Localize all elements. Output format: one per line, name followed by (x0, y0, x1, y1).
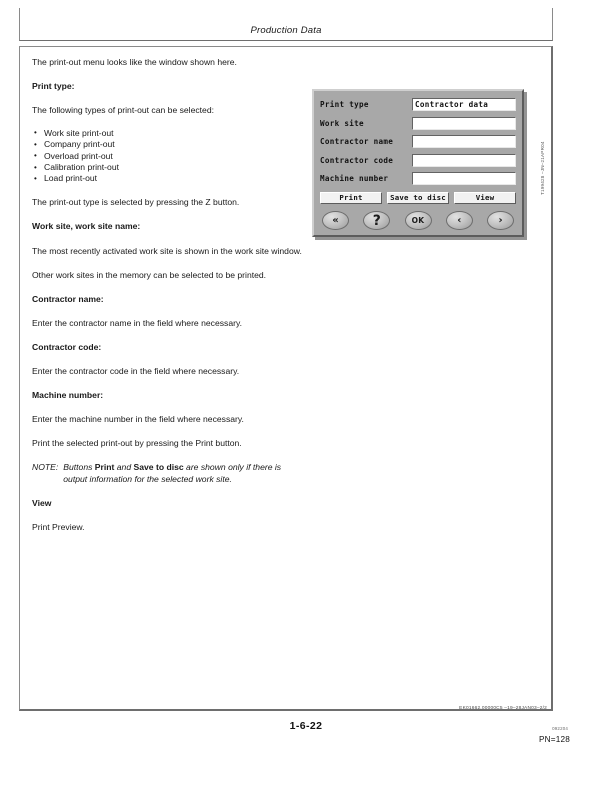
list-item: • Work site print-out (32, 128, 304, 139)
machine-number-paragraph: Enter the machine number in the field where necessary. (32, 414, 244, 425)
page-header (19, 8, 553, 41)
print-out-menu-illustration (312, 89, 545, 237)
dialog-navigation-row (320, 209, 516, 230)
note-text-before: Buttons (63, 462, 95, 473)
note-text-middle: and (114, 462, 134, 473)
chevron-right-icon[interactable]: › (487, 211, 514, 230)
field-value-print-type[interactable]: Contractor data (412, 98, 516, 111)
print-out-dialog (312, 89, 524, 237)
work-site-paragraph-1: The most recently activated work site is shown in the work site window. (32, 245, 302, 256)
field-label-work-site: Work site (320, 118, 364, 128)
document-identifier: EK01662,00000C5 –19–28JAN03–2/2 (459, 706, 547, 711)
contractor-name-heading: Contractor name: (32, 293, 104, 304)
list-item: • Company print-out (32, 139, 304, 150)
pn-label: PN=128 (538, 735, 570, 744)
body-text-column (32, 57, 304, 546)
print-type-heading: Print type: (32, 81, 75, 92)
field-label-contractor-name: Contractor name (320, 137, 394, 146)
list-item: • Calibration print-out (32, 162, 304, 173)
print-button[interactable]: Print (320, 192, 382, 205)
field-value-machine-number[interactable] (412, 172, 516, 185)
view-paragraph: Print Preview. (32, 522, 85, 533)
field-value-contractor-code[interactable] (412, 154, 516, 167)
intro-paragraph: The print-out menu looks like the window shown here. (32, 57, 237, 67)
ok-button[interactable]: OK (405, 211, 432, 230)
field-value-work-site[interactable] (412, 117, 516, 130)
illustration-reference-id: T199428 –JN–21APR04 (540, 141, 545, 195)
view-button[interactable]: View (454, 192, 516, 205)
field-label-print-type: Print type (320, 100, 369, 109)
list-item: • Load print-out (32, 173, 304, 184)
list-item: • Overload print-out (32, 151, 304, 162)
note-bold-print: Print (94, 462, 115, 473)
revision-code: 092204 (552, 726, 568, 731)
double-chevron-left-icon[interactable]: « (322, 211, 349, 230)
page-header-title: Production Data (250, 25, 322, 36)
print-type-option-list (32, 128, 304, 185)
work-site-heading: Work site, work site name: (32, 221, 141, 232)
save-to-disc-button[interactable]: Save to disc (387, 192, 449, 205)
contractor-code-paragraph: Enter the contractor code in the field where necessary. (32, 365, 240, 376)
note-text (63, 462, 304, 485)
machine-number-heading: Machine number: (32, 390, 104, 401)
print-type-select-paragraph: The print-out type is selected by pressing the Z button. (32, 197, 240, 208)
field-row-contractor-name (320, 134, 516, 149)
field-value-contractor-name[interactable] (412, 135, 516, 148)
work-site-paragraph-2: Other work sites in the memory can be selected to be printed. (32, 269, 267, 280)
field-row-print-type (320, 97, 516, 112)
note-bold-save-to-disc: Save to disc (133, 462, 184, 473)
note-block (32, 462, 304, 485)
print-button-paragraph: Print the selected print-out by pressing the Print button. (32, 438, 242, 449)
field-row-contractor-code (320, 153, 516, 168)
print-type-intro: The following types of print-out can be selected: (32, 105, 215, 116)
view-heading: View (32, 498, 52, 509)
note-text-after: are shown only if there is output information for the selected work site. (63, 462, 282, 484)
contractor-code-heading: Contractor code: (32, 341, 102, 352)
question-mark-icon[interactable]: ? (363, 211, 390, 230)
contractor-name-paragraph: Enter the contractor name in the field where necessary. (32, 317, 243, 328)
note-label: NOTE: (32, 462, 59, 473)
field-label-contractor-code: Contractor code (320, 155, 394, 165)
page-content-frame (19, 46, 553, 711)
dialog-action-row (320, 192, 516, 205)
field-row-machine-number (320, 171, 516, 186)
page-number: 1-6-22 (289, 720, 323, 732)
field-label-machine-number: Machine number (320, 174, 389, 183)
field-row-work-site (320, 116, 516, 131)
chevron-left-icon[interactable]: ‹ (446, 211, 473, 230)
